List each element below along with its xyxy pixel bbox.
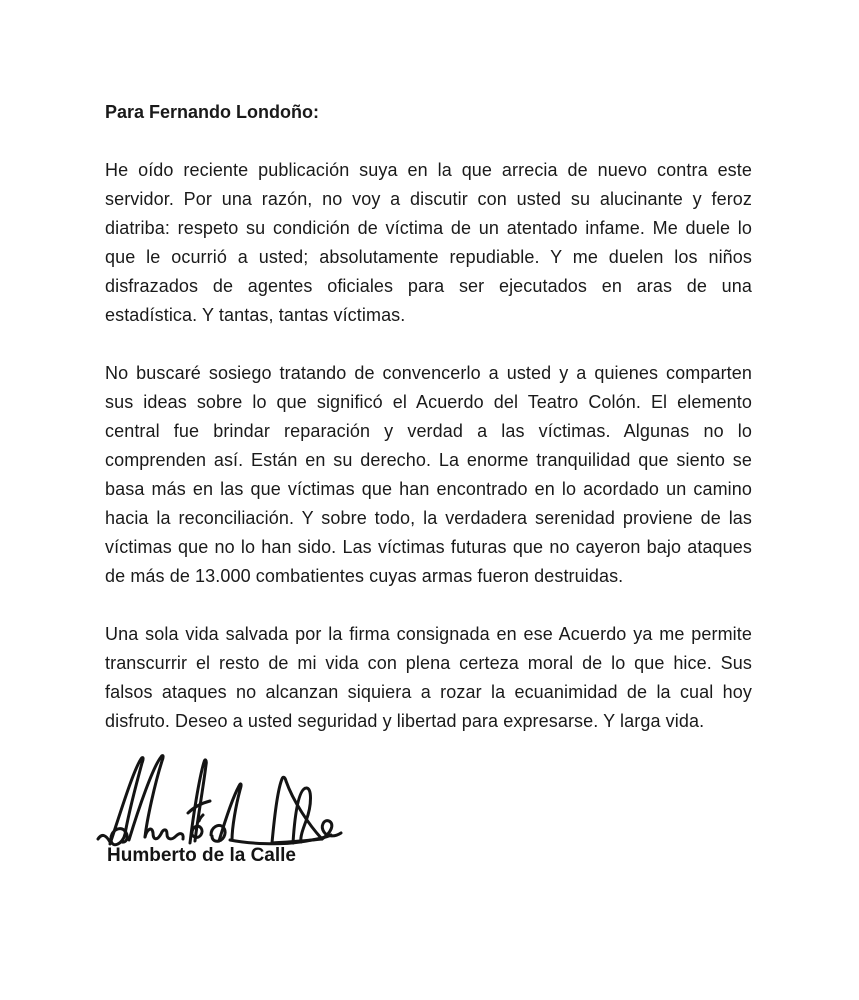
salutation: Para Fernando Londoño:	[105, 102, 319, 122]
letter-paragraph-3: Una sola vida salvada por la firma consignada en ese Acuerdo ya me permite transcurrir el resto de mi vida con plena certeza moral de lo que hice. Sus falsos ataques no alcanzan siquiera a rozar la ecuanimidad de la cual hoy disfruto. Deseo a usted seguridad y libertad para expresarse. Y larga vida.	[105, 624, 752, 731]
letter-paragraph-2: No buscaré sosiego tratando de convencerlo a usted y a quienes comparten sus ideas sobre lo que significó el Acuerdo del Teatro Colón. El elemento central fue brindar reparación y verdad a las víctimas. Algunas no lo comprenden así. Están en su derecho. La enorme tranquilidad que siento se basa más en las que víctimas que han encontrado en lo acordado un camino hacia la reconciliación. Y sobre todo, la verdadera serenidad proviene de las víctimas que no lo han sido. Las víctimas futuras que no cayeron bajo ataques de más de 13.000 combatientes cuyas armas fueron destruidas.	[105, 363, 752, 586]
signature-block	[95, 749, 752, 889]
letter-paragraph-1: He oído reciente publicación suya en la que arrecia de nuevo contra este servidor. Por una razón, no voy a discutir con usted su alucinante y feroz diatriba: respeto su condición de víctima de un atentado infame. Me duele lo que le ocurrió a usted; absolutamente repudiable. Y me duelen los niños disfrazados de agentes oficiales para ser ejecutados en aras de una estadística. Y tantas, tantas víctimas.	[105, 160, 752, 325]
signature-name: Humberto de la Calle	[107, 845, 296, 866]
